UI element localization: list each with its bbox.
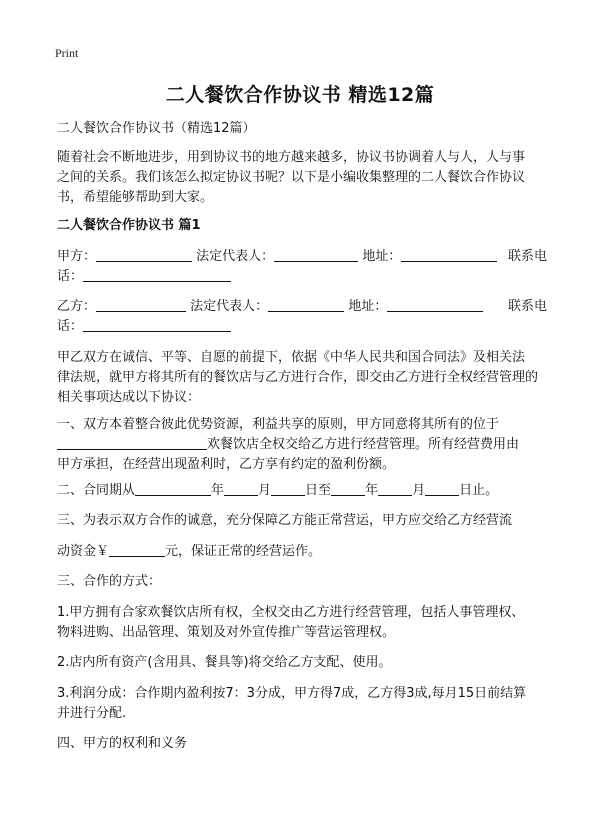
party-a-phone-field [83,266,231,282]
party-a-legal-rep-field [274,246,358,262]
party-a-row [57,246,547,268]
preamble-line-3: 相关事项达成以下协议： [57,390,201,405]
clause-2-year-2: 年 [365,483,379,498]
clause-2-day-to: 日至 [305,483,332,498]
start-month-field [224,480,258,496]
party-b-row [57,296,547,318]
party-a-address-field [401,246,497,262]
section-heading: 二人餐饮合作协议书 篇1 [57,218,201,233]
item-3-line-2: 并进行分配. [57,706,127,721]
party-a-address-label: 地址： [362,249,402,264]
start-day-field [271,480,305,496]
working-capital-field [109,541,165,557]
intro-line-1: 随着社会不断地进步，用到协议书的地方越来越多，协议书协调着人与人，人与事 [57,150,526,165]
party-b-label: 乙方： [57,299,97,314]
item-3-line-1: 3.利润分成：合作期内盈利按7：3分成，甲方得7成，乙方得3成,每月15日前结算 [57,686,527,701]
clause-1-line-2 [57,434,547,456]
clause-1-line-3: 甲方承担，在经营出现盈利时，乙方享有约定的盈利份额。 [57,457,396,472]
party-a-label: 甲方： [57,249,97,264]
clause-3-line-2 [57,541,547,563]
clause-4-heading: 四、甲方的权利和义务 [57,736,188,751]
end-day-field [425,480,459,496]
intro-line-3: 书，希望能够帮助到大家。 [57,190,214,205]
party-a-legal-rep-label: 法定代表人： [196,249,275,264]
party-b-row-2 [57,316,547,338]
cooperation-heading: 三、合作的方式： [57,574,162,589]
intro-line-2: 之间的关系。我们该怎么拟定协议书呢？以下是小编收集整理的二人餐饮合作协议 [57,170,526,185]
party-a-phone-label: 联系电 [507,249,547,264]
preamble-line-1: 甲乙双方在诚信、平等、自愿的前提下，依据《中华人民共和国合同法》及相关法 [57,350,526,365]
clause-1-location-field [57,434,207,450]
party-a-name-field [96,246,192,262]
preamble-line-2: 律法规，就甲方将其所有的餐饮店与乙方进行合作，即交由乙方进行全权经营管理的 [57,370,539,385]
party-b-address-field [387,296,483,312]
clause-2-month-1: 月 [258,483,272,498]
clause-2-line [57,480,547,502]
subtitle: 二人餐饮合作协议书（精选12篇） [57,121,256,136]
clause-3-line-2-start: 动资金￥ [57,544,110,559]
item-2: 2.店内所有资产(含用具、餐具等)将交给乙方支配、使用。 [57,655,392,670]
clause-2-start: 二、合同期从 [57,483,136,498]
clause-1-line-2-text: 欢餐饮店全权交给乙方进行经营管理。所有经营费用由 [207,437,520,452]
clause-1-line-1: 一、双方本着整合彼此优势资源，利益共享的原则，甲方同意将其所有的位于 [57,417,500,432]
end-year-field [331,480,365,496]
item-1-line-2: 物料进购、出品管理、策划及对外宣传推广等营运管理权。 [57,625,396,640]
clause-3-line-2-end: 元，保证正常的经营运作。 [165,544,322,559]
party-a-phone-label-2: 话： [57,269,84,284]
party-b-legal-rep-label: 法定代表人： [190,299,269,314]
end-month-field [378,480,412,496]
page-title: 二人餐饮合作协议书 精选12篇 [165,84,435,106]
party-b-address-label: 地址： [348,299,388,314]
party-b-phone-label-2: 话： [57,319,84,334]
party-a-row-2 [57,266,547,288]
clause-2-end: 日止。 [459,483,499,498]
clause-3-line-1: 三、为表示双方合作的诚意，充分保障乙方能正常营运，甲方应交给乙方经营流 [57,513,513,528]
item-1-line-1: 1.甲方拥有合家欢餐饮店所有权，全权交由乙方进行经营管理，包括人事管理权、 [57,605,525,620]
party-b-name-field [96,296,186,312]
party-b-legal-rep-field [268,296,344,312]
clause-2-year-1: 年 [211,483,225,498]
party-b-phone-label: 联系电 [507,299,547,314]
print-label[interactable]: Print [55,46,79,60]
clause-2-month-2: 月 [412,483,426,498]
party-b-phone-field [83,316,231,332]
start-year-field [135,480,211,496]
